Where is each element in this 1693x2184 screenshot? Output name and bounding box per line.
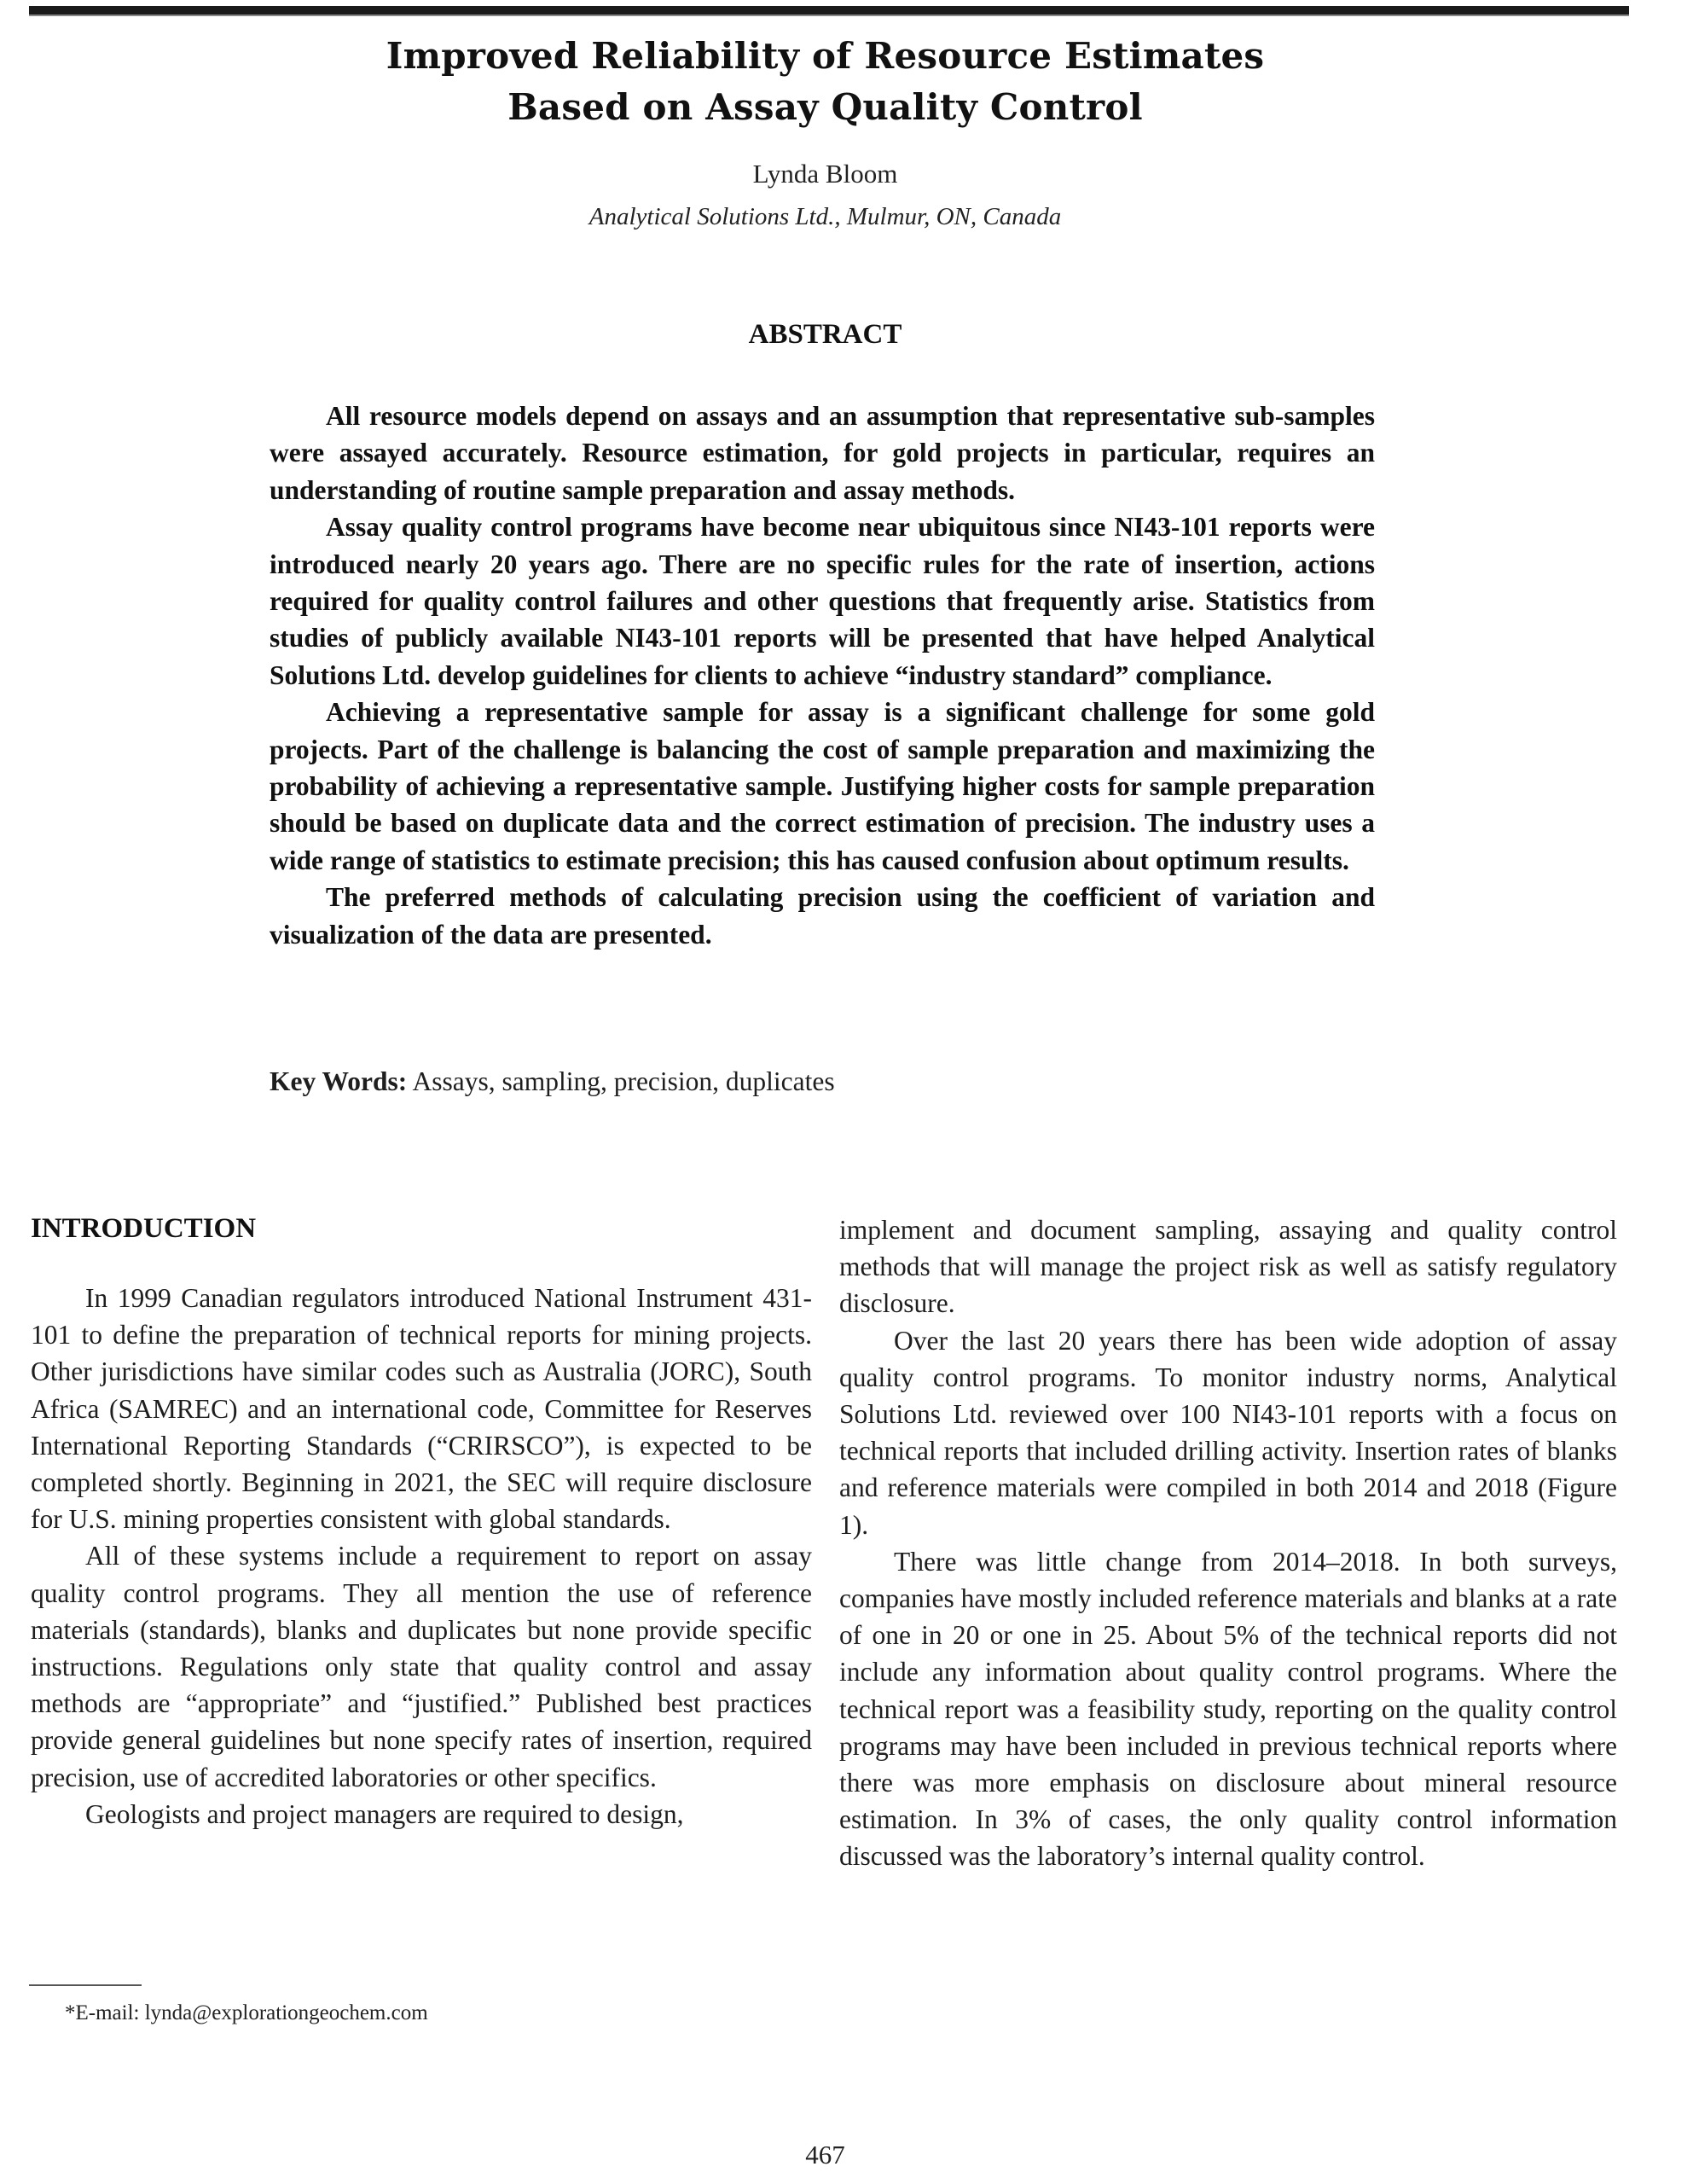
abstract-paragraph: All resource models depend on assays and an assumption that representative sub-samples were assayed accurately. Resource estimation, for gold projects in particular, requires an understanding of routine sample preparation and assay methods. — [270, 401, 1375, 505]
header-rule — [29, 6, 1629, 16]
introduction-heading: INTRODUCTION — [31, 1213, 257, 1244]
author-affiliation: Analytical Solutions Ltd., Mulmur, ON, Canada — [588, 203, 1062, 230]
author-name: Lynda Bloom — [752, 159, 898, 189]
abstract-paragraph: Achieving a representative sample for assay is a significant challenge for some gold projects. Part of the challenge is balancing the cost of sample preparation and maximizing the probability of achieving a representative sample. Justifying higher costs for sample preparation should be based on duplicate data and the correct estimation of precision. The industry uses a wide range of statistics to estimate precision; this has caused confusion about optimum results. — [270, 697, 1375, 875]
footnote-rule — [29, 1984, 142, 1986]
body-paragraph: Over the last 20 years there has been wide adoption of assay quality control programs. To monitor industry norms, Analytical Solutions Ltd. reviewed over 100 NI43-101 reports with a focus on technical reports that included drilling activity. Insertion rates of blanks and reference materials were compiled in both 2014 and 2018 (Figure 1). — [839, 1325, 1617, 1540]
body-paragraph: Geologists and project managers are required to design, — [85, 1798, 684, 1829]
abstract-paragraph: The preferred methods of calculating precision using the coefficient of variation and visualization of the data are presented. — [270, 882, 1375, 950]
body-paragraph: All of these systems include a requirement to report on assay quality control programs. They all mention the use of reference materials (standards), blanks and duplicates but none provide specific instructions. Regulations only state that quality control and assay methods are “appropriate” and “justified.” Published best practices provide general guidelines but none specify rates of insertion, required precision, use of accredited laboratories or other specifics. — [31, 1541, 812, 1792]
abstract-heading: ABSTRACT — [748, 319, 902, 350]
body-paragraph: implement and document sampling, assaying and quality control methods that will manage the project risk as well as satisfy regulatory disclosure. — [839, 1215, 1617, 1319]
keywords — [270, 1065, 1375, 1099]
body-paragraph: There was little change from 2014–2018. In both surveys, companies have mostly included reference materials and blanks at a rate of one in 20 or one in 25. About 5% of the technical reports did not include any information about quality control programs. Where the technical report was a feasibility study, reporting on the quality control programs may have been included in previous technical reports where there was more emphasis on disclosure about mineral resource estimation. In 3% of cases, the only quality control information discussed was the laboratory’s internal quality control. — [839, 1546, 1617, 1872]
page-number: 467 — [805, 2140, 845, 2169]
left-column — [31, 1194, 812, 1833]
keywords-list: Assays, sampling, precision, duplicates — [412, 1066, 835, 1096]
abstract-paragraph: Assay quality control programs have become near ubiquitous since NI43-101 reports were introduced nearly 20 years ago. There are no specific rules for the rate of insertion, actions required for quality control failures and other questions that frequently arise. Statistics from studies of publicly available NI43-101 reports will be presented that have helped Analytical Solutions Ltd. develop guidelines for clients to achieve “industry standard” compliance. — [270, 512, 1375, 690]
paper-title — [0, 31, 1650, 133]
right-column — [839, 1211, 1617, 1875]
title-line-1: Improved Reliability of Resource Estimates — [386, 35, 1265, 77]
keywords-label: Key Words: — [270, 1066, 408, 1096]
body-paragraph: In 1999 Canadian regulators introduced National Instrument 431-101 to define the preparation of technical reports for mining projects. Other jurisdictions have similar codes such as Australia (JORC), South Africa (SAMREC) and an international code, Committee for Reserves International Reporting Standards (“CRIRSCO”), is expected to be completed shortly. Beginning in 2021, the SEC will require disclosure for U.S. mining properties consistent with global standards. — [31, 1283, 812, 1535]
abstract-body — [270, 398, 1375, 953]
title-line-2: Based on Assay Quality Control — [507, 86, 1143, 128]
footnote-email: *E-mail: lynda@explorationgeochem.com — [65, 2001, 428, 2024]
